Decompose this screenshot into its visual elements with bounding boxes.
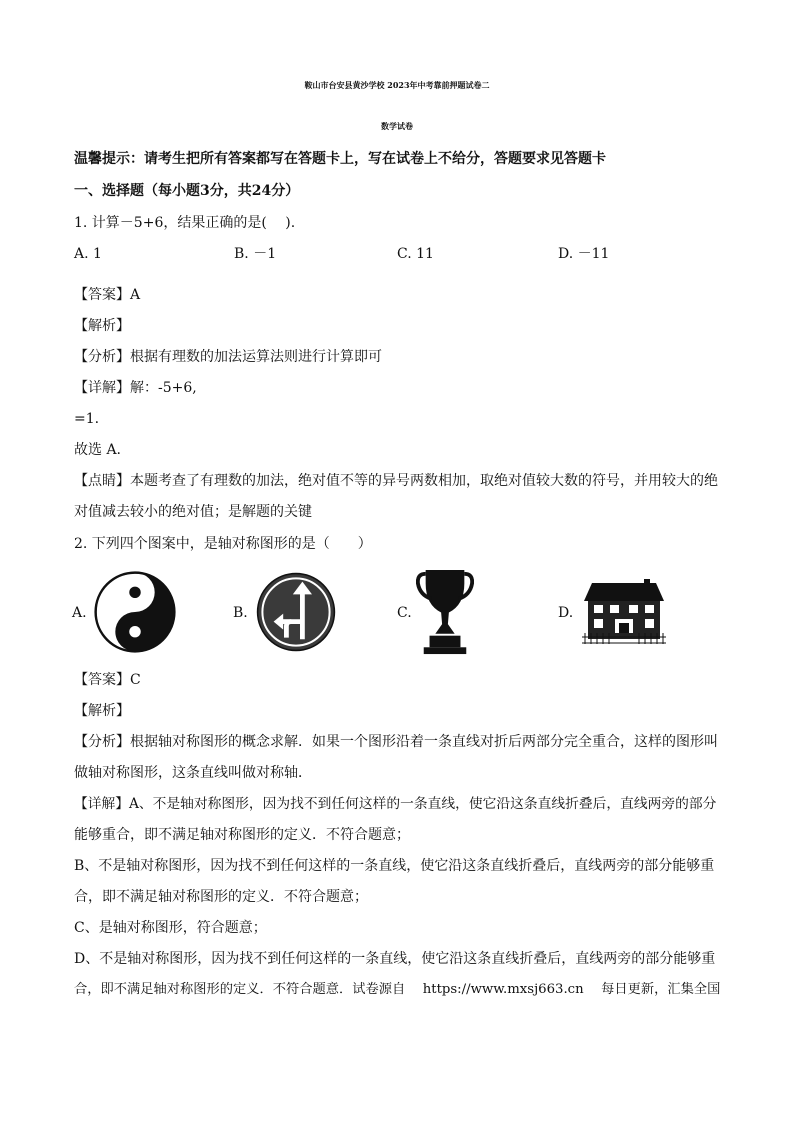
q1-option-a: A. 1 <box>74 246 102 262</box>
q1-dianjing-2: 对值减去较小的绝对值；是解题的关键 <box>74 504 312 520</box>
q2-detail-5: C、是轴对称图形，符合题意； <box>74 920 267 936</box>
q2-option-b-label: B. <box>233 605 248 621</box>
q1-option-b: B. －1 <box>234 246 277 262</box>
q2-analysis-tag: 【解析】 <box>74 703 130 719</box>
house-icon <box>582 577 666 645</box>
q2-stem: 2. 下列四个图案中，是轴对称图形的是（ ） <box>74 536 372 552</box>
q2-detail-3: B、不是轴对称图形，因为找不到任何这样的一条直线，使它沿这条直线折叠后，直线两旁的部分能够重 <box>74 858 715 874</box>
q1-answer: 【答案】A <box>74 287 141 303</box>
q2-fenxi-1: 【分析】根据轴对称图形的概念求解．如果一个图形沿着一条直线对折后两部分完全重合，这样的图形叫 <box>74 734 718 750</box>
q2-detail-2: 能够重合，即不满足轴对称图形的定义．不符合题意； <box>74 827 410 843</box>
section-heading: 一、选择题（每小题3分，共24分） <box>74 183 300 199</box>
q2-detail-7: 合，即不满足轴对称图形的定义．不符合题意．试卷源自 https://www.mxsj663.cn 每日更新，汇集全国 <box>74 982 721 997</box>
q1-analysis-tag: 【解析】 <box>74 318 130 334</box>
q2-detail-4: 合，即不满足轴对称图形的定义．不符合题意； <box>74 889 368 905</box>
q2-fenxi-2: 做轴对称图形，这条直线叫做对称轴． <box>74 765 312 781</box>
yin-yang-icon <box>94 571 176 653</box>
turn-arrow-sign-icon <box>256 572 336 652</box>
trophy-icon <box>416 566 474 658</box>
q1-option-d: D. －11 <box>558 246 610 262</box>
q2-option-a-label: A. <box>72 605 87 621</box>
q1-dianjing-1: 【点睛】本题考查了有理数的加法，绝对值不等的异号两数相加，取绝对值较大数的符号，并用较大的绝 <box>74 473 718 489</box>
q2-answer: 【答案】C <box>74 672 141 688</box>
paper-subtitle: 数学试卷 <box>381 121 413 131</box>
q1-option-c: C. 11 <box>397 246 434 262</box>
notice: 温馨提示：请考生把所有答案都写在答题卡上，写在试卷上不给分，答题要求见答题卡 <box>74 151 606 167</box>
q1-stem: 1. 计算－5+6，结果正确的是( ). <box>74 215 296 231</box>
q1-detail-1: 【详解】解：-5+6, <box>74 380 197 396</box>
paper-title: 鞍山市台安县黄沙学校 2023年中考靠前押题试卷二 <box>304 80 490 90</box>
q1-detail-2: =1. <box>74 411 100 427</box>
q2-detail-6: D、不是轴对称图形，因为找不到任何这样的一条直线，使它沿这条直线折叠后，直线两旁的部分能够重 <box>74 951 716 967</box>
q1-detail-3: 故选 A. <box>74 442 122 458</box>
q2-option-d-label: D. <box>558 605 574 621</box>
q2-detail-1: 【详解】A、不是轴对称图形，因为找不到任何这样的一条直线，使它沿这条直线折叠后，直线两旁的部分 <box>74 796 717 812</box>
q2-option-c-label: C. <box>397 605 412 621</box>
q1-fenxi: 【分析】根据有理数的加法运算法则进行计算即可 <box>74 349 382 365</box>
